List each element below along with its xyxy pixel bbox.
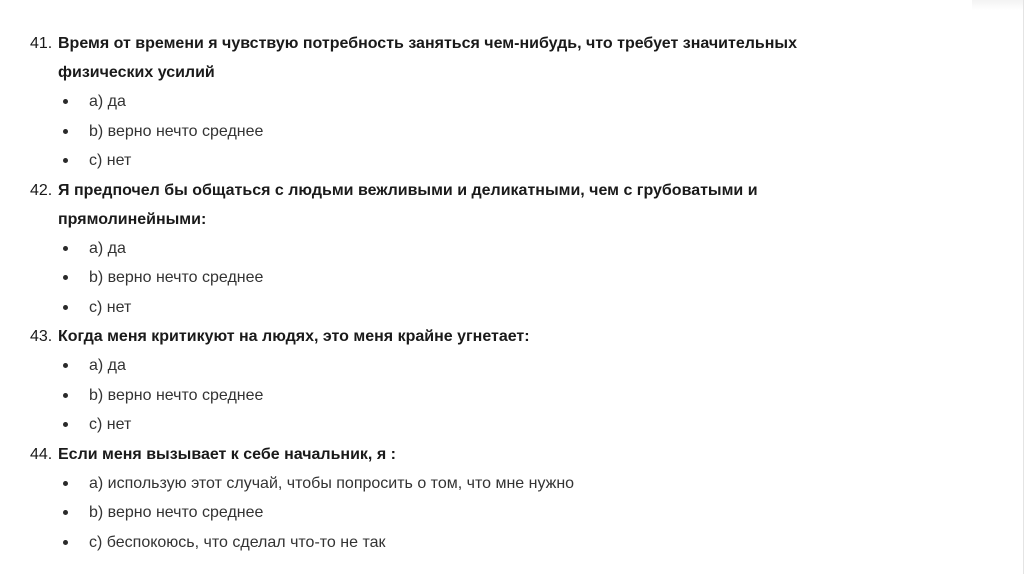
answer-option-c [30,293,990,323]
question-text: Когда меня критикуют на людях, это меня крайне угнетает: [58,328,530,345]
bullet-icon [63,305,68,310]
bullet-icon [63,363,68,368]
question-44 [30,440,990,558]
answer-list [30,234,990,323]
answer-option-c [30,528,990,558]
bullet-icon [63,481,68,486]
question-number: 41. [30,35,53,52]
answer-option-b [30,117,990,147]
bullet-icon [63,129,68,134]
slide-corner-shadow [972,0,1024,10]
bullet-icon [63,422,68,427]
question-line [30,440,990,469]
question-line [30,322,990,351]
answer-text: b) верно нечто среднее [89,122,264,140]
question-list [30,29,990,557]
answer-text: a) использую этот случай, чтобы попросить о том, что мне нужно [89,474,575,492]
answer-text: a) да [89,239,126,257]
question-line [30,176,990,234]
answer-list [30,351,990,440]
bullet-icon [63,510,68,515]
question-number: 44. [30,445,53,463]
answer-option-b [30,498,990,528]
question-number: 43. [30,328,53,345]
answer-option-a [30,234,990,264]
question-text: Я предпочел бы общаться с людьми вежливыми и деликатными, чем с грубоватыми и прямолинейными: [58,181,758,228]
answer-list [30,469,990,558]
question-text: Время от времени я чувствую потребность заняться чем-нибудь, что требует значительных физических усилий [58,35,797,81]
answer-option-a [30,87,990,117]
question-41 [30,29,990,176]
answer-text: b) верно нечто среднее [89,386,264,404]
question-text: Если меня вызывает к себе начальник, я : [58,445,396,463]
answer-text: b) верно нечто среднее [89,504,264,522]
answer-option-a [30,469,990,499]
answer-option-b [30,263,990,293]
answer-text: c) нет [89,298,132,316]
bullet-icon [63,158,68,163]
answer-text: a) да [89,93,126,111]
answer-text: c) нет [89,152,132,170]
answer-text: c) нет [89,416,132,434]
answer-text: b) верно нечто среднее [89,269,264,287]
bullet-icon [63,275,68,280]
bullet-icon [63,246,68,251]
bullet-icon [63,540,68,545]
question-line [30,29,990,87]
answer-option-a [30,351,990,381]
question-43 [30,322,990,440]
bullet-icon [63,393,68,398]
answer-text: c) беспокоюсь, что сделал что-то не так [89,533,386,551]
bullet-icon [63,99,68,104]
question-42 [30,176,990,323]
answer-option-c [30,410,990,440]
answer-text: a) да [89,357,126,375]
answer-option-b [30,381,990,411]
answer-option-c [30,146,990,176]
answer-list [30,87,990,176]
question-number: 42. [30,181,53,199]
